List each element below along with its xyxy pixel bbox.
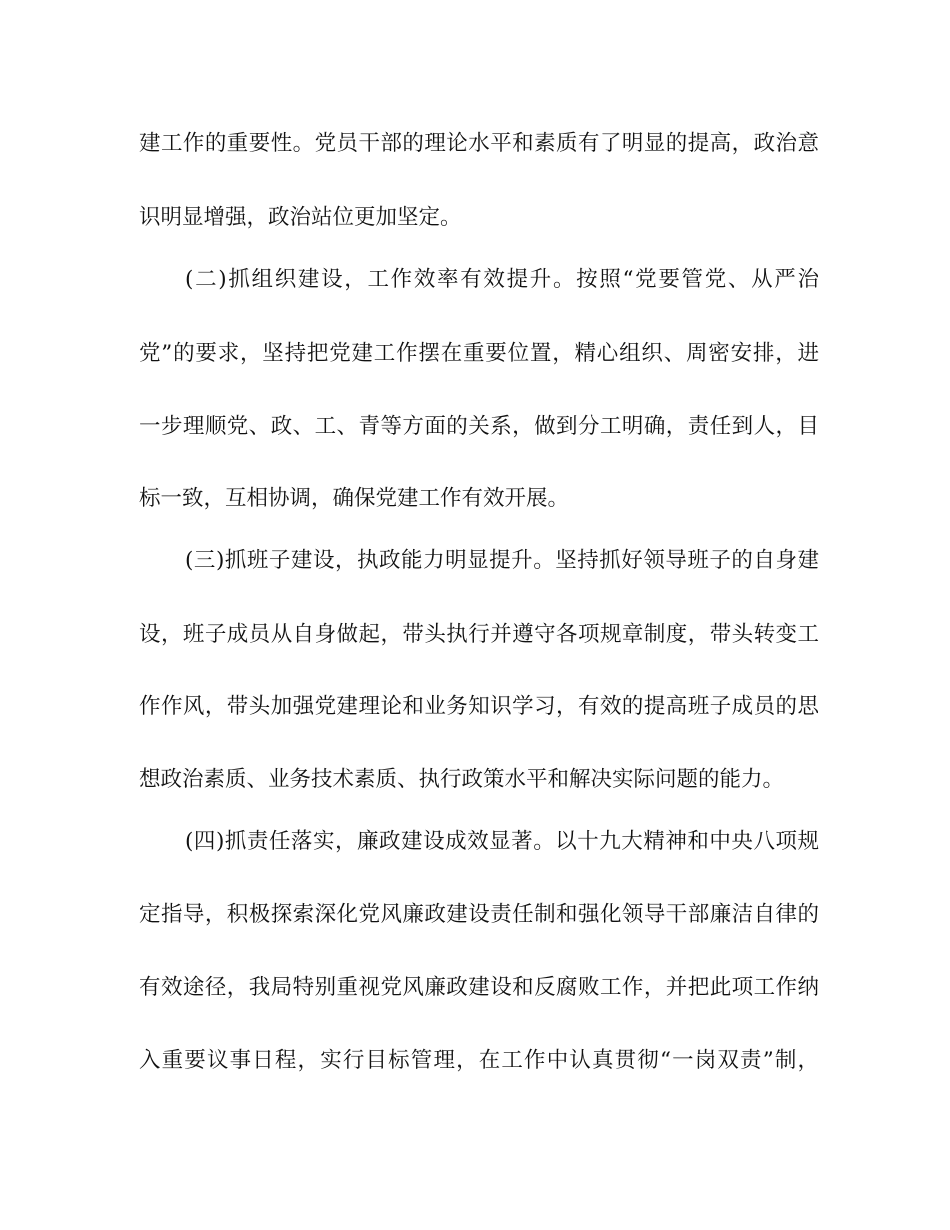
text-line: 设，班子成员从自身做起，带头执行并遵守各项规章制度，带头转变工 bbox=[139, 622, 819, 647]
text-line: 作作风，带头加强党建理论和业务知识学习，有效的提高班子成员的思 bbox=[139, 694, 819, 719]
paragraph-start-line: (二)抓组织建设，工作效率有效提升。按照“党要管党、从严治 bbox=[185, 267, 819, 292]
text-line: 建工作的重要性。党员干部的理论水平和素质有了明显的提高，政治意 bbox=[139, 131, 819, 156]
text-line: 一步理顺党、政、工、青等方面的关系，做到分工明确，责任到人，目 bbox=[139, 414, 819, 439]
paragraph-start-line: (四)抓责任落实，廉政建设成效显著。以十九大精神和中央八项规 bbox=[185, 829, 819, 854]
text-line: 标一致，互相协调，确保党建工作有效开展。 bbox=[139, 486, 570, 511]
text-line: 入重要议事日程，实行目标管理，在工作中认真贯彻“一岗双责”制， bbox=[139, 1048, 819, 1073]
paragraph-start-line: (三)抓班子建设，执政能力明显提升。坚持抓好领导班子的自身建 bbox=[185, 548, 819, 573]
text-line: 定指导，积极探索深化党风廉政建设责任制和强化领导干部廉洁自律的 bbox=[139, 902, 819, 927]
text-line: 有效途径，我局特别重视党风廉政建设和反腐败工作，并把此项工作纳 bbox=[139, 975, 819, 1000]
text-line: 想政治素质、业务技术素质、执行政策水平和解决实际问题的能力。 bbox=[139, 767, 785, 792]
text-line: 党”的要求，坚持把党建工作摆在重要位置，精心组织、周密安排，进 bbox=[139, 341, 819, 366]
text-line: 识明显增强，政治站位更加坚定。 bbox=[139, 205, 462, 230]
